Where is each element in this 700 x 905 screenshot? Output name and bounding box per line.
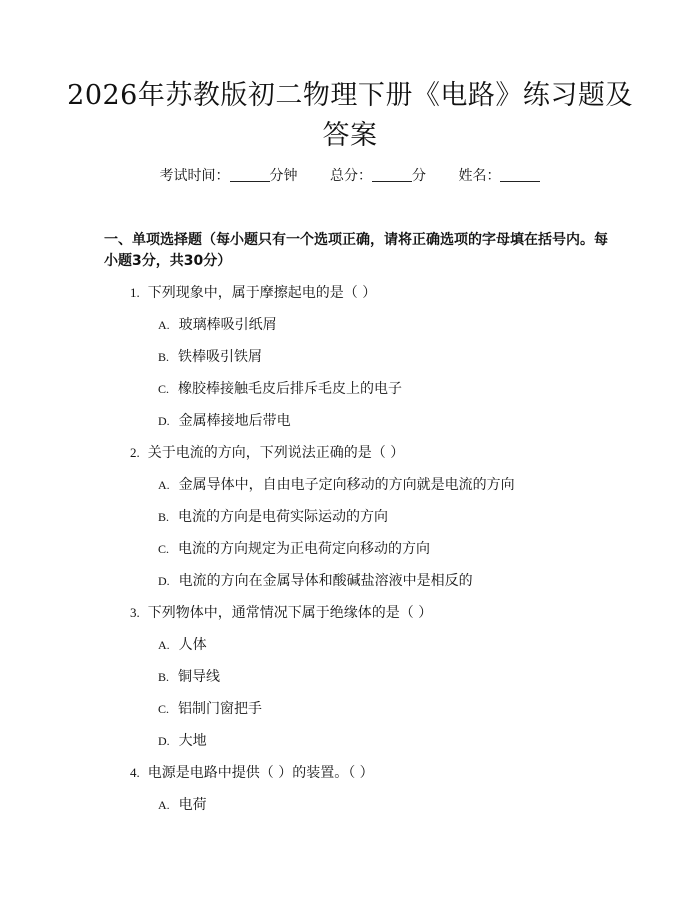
question-text: 下列物体中，通常情况下属于绝缘体的是（ ） (147, 605, 433, 621)
exam-time (160, 166, 298, 186)
exam-score (330, 166, 426, 186)
option-label: D. (158, 414, 170, 428)
option-label: A. (158, 798, 170, 812)
question-3-option-b (158, 667, 220, 687)
question-1-option-a (158, 315, 277, 335)
option-text: 金属棒接地后带电 (178, 413, 291, 429)
option-label: B. (158, 670, 170, 684)
exam-score-label: 总分： (330, 168, 372, 184)
option-text: 玻璃棒吸引纸屑 (178, 317, 277, 333)
student-name-blank (500, 167, 540, 182)
exam-score-blank (372, 167, 412, 182)
option-label: B. (158, 350, 170, 364)
option-label: A. (158, 638, 170, 652)
exam-time-label: 考试时间： (159, 168, 230, 184)
question-1-option-c (158, 379, 402, 399)
question-3-option-c (158, 699, 262, 719)
option-label: D. (158, 734, 170, 748)
option-text: 电荷 (178, 797, 207, 813)
question-number: 3. (130, 605, 140, 620)
question-2 (130, 443, 404, 463)
option-label: C. (158, 542, 170, 556)
exam-time-unit: 分钟 (269, 168, 298, 184)
question-1-option-b (158, 347, 262, 367)
option-text: 铜导线 (178, 669, 221, 685)
question-2-option-b (158, 507, 388, 527)
question-number: 4. (130, 765, 140, 780)
question-number: 1. (130, 285, 140, 300)
question-text: 下列现象中，属于摩擦起电的是（ ） (147, 285, 377, 301)
option-label: A. (158, 318, 170, 332)
exam-score-unit: 分 (412, 168, 426, 184)
option-text: 大地 (178, 733, 207, 749)
option-label: B. (158, 510, 170, 524)
question-4 (130, 763, 374, 783)
question-2-option-d (158, 571, 473, 591)
question-4-option-a (158, 795, 207, 815)
document-title: 2026年苏教版初二物理下册《电路》练习题及答案 (67, 80, 633, 151)
option-text: 铝制门窗把手 (178, 701, 263, 717)
question-number: 2. (130, 445, 140, 460)
option-label: C. (158, 702, 170, 716)
option-label: D. (158, 574, 170, 588)
option-label: A. (158, 478, 170, 492)
exam-meta (0, 166, 700, 186)
option-text: 人体 (178, 637, 207, 653)
question-text: 关于电流的方向，下列说法正确的是（ ） (147, 445, 405, 461)
option-text: 橡胶棒接触毛皮后排斥毛皮上的电子 (178, 381, 403, 397)
option-text: 电流的方向是电荷实际运动的方向 (178, 509, 389, 525)
option-text: 电流的方向规定为正电荷定向移动的方向 (178, 541, 431, 557)
question-3-option-a (158, 635, 207, 655)
option-text: 电流的方向在金属导体和酸碱盐溶液中是相反的 (178, 573, 473, 589)
question-2-option-a (158, 475, 515, 495)
question-1-option-d (158, 411, 291, 431)
student-name-label: 姓名： (458, 168, 501, 184)
question-3-option-d (158, 731, 207, 751)
question-2-option-c (158, 539, 430, 559)
option-label: C. (158, 382, 170, 396)
student-name (458, 166, 540, 186)
option-text: 铁棒吸引铁屑 (178, 349, 263, 365)
question-1 (130, 283, 376, 303)
exam-time-blank (230, 167, 270, 182)
option-text: 金属导体中，自由电子定向移动的方向就是电流的方向 (178, 477, 515, 493)
section-heading: 一、单项选择题（每小题只有一个选项正确，请将正确选项的字母填在括号内。每小题3分，共30分） (104, 232, 608, 269)
question-3 (130, 603, 432, 623)
question-text: 电源是电路中提供（ ）的装置。（ ） (147, 765, 374, 781)
